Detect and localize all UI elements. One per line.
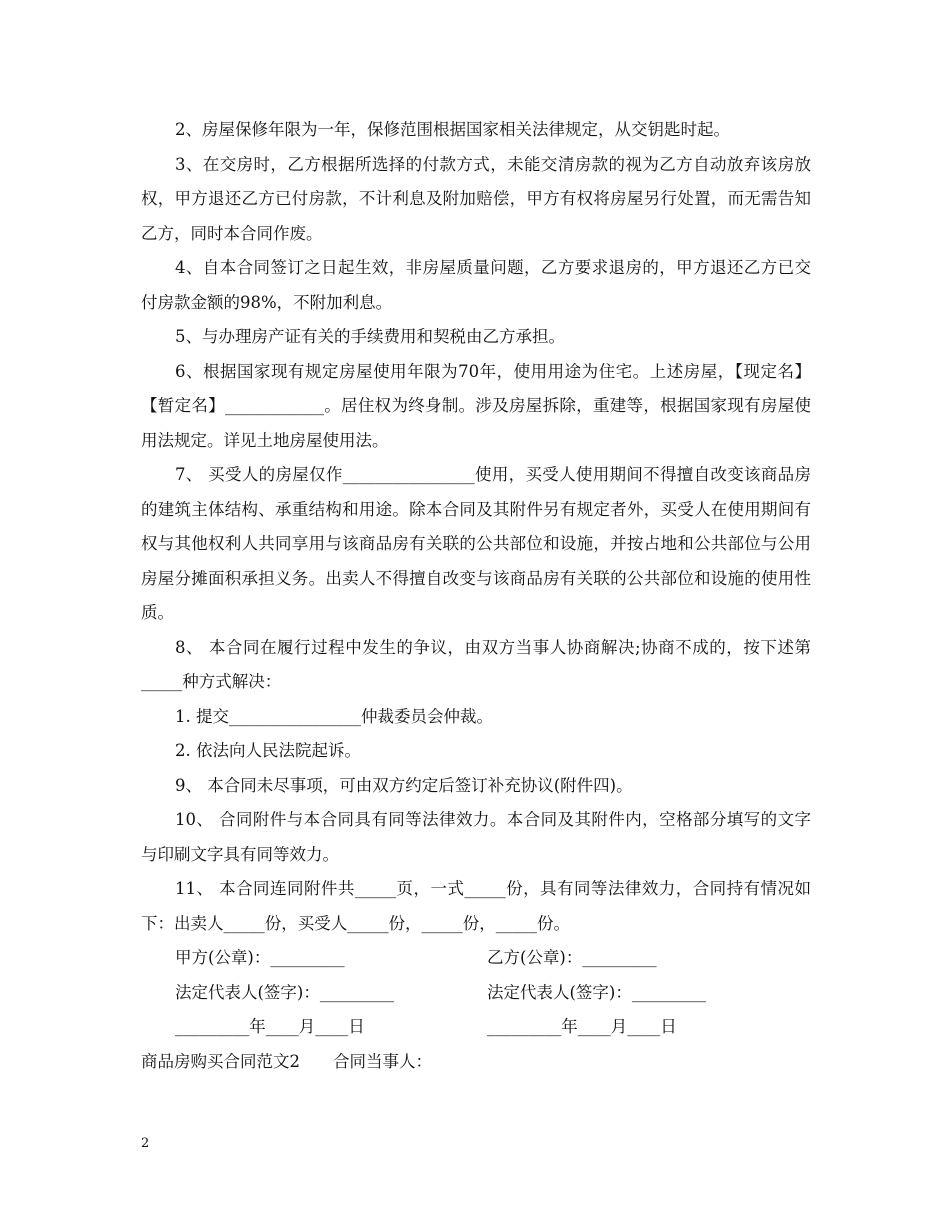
signature-rep-row [141, 976, 811, 1011]
clause-8-option-2: 2. 依法向人民法院起诉。 [175, 741, 361, 760]
signature-seal-row [141, 941, 811, 976]
clause-6: 6、根据国家现有规定房屋使用年限为70年，使用用途为住宅。上述房屋，【现定名】【暂定名】____________。居住权为终身制。涉及房屋拆除，重建等，根据国家现有房屋使用法规定。详见土地房屋使用法。 [141, 361, 811, 450]
clause-9: 9、 本合同未尽事项，可由双方约定后签订补充协议(附件四)。 [175, 775, 633, 795]
party-a-date: _________年____月____日 [175, 1017, 365, 1036]
clause-2: 2、房屋保修年限为一年，保修范围根据国家相关法律规定，从交钥匙时起。 [175, 120, 730, 139]
clause-8-option-1: 1. 提交________________仲裁委员会仲裁。 [175, 706, 493, 726]
contract-body [141, 113, 811, 1079]
party-b-representative: 法定代表人(签字)：_________ [487, 982, 707, 1002]
clause-10: 10、 合同附件与本合同具有同等法律效力。本合同及其附件内，空格部分填写的文字与印刷文字具有同等效力。 [141, 810, 811, 864]
clause-7: 7、 买受人的房屋仅作________________使用，买受人使用期间不得擅自改变该商品房的建筑主体结构、承重结构和用途。除本合同及其附件另有规定者外，买受人在使用期间有权与其他权利人共同享用与该商品房有关联的公共部位和设施，并按占地和公共部位与公用房屋分摊面积承担义务。出卖人不得擅自改变与该商品房有关联的公共部位和设施的使用性质。 [141, 465, 811, 622]
next-contract-heading: 商品房购买合同范文2 合同当事人： [141, 1051, 432, 1071]
party-a-representative: 法定代表人(签字)：_________ [175, 982, 395, 1002]
clause-11: 11、 本合同连同附件共_____页，一式_____份，具有同等法律效力，合同持有情况如下：出卖人_____份，买受人_____份，_____份，_____份。 [141, 879, 811, 933]
party-a-seal: 甲方(公章)：_________ [175, 948, 345, 967]
signature-date-row [141, 1010, 811, 1045]
clause-8: 8、 本合同在履行过程中发生的争议，由双方当事人协商解决;协商不成的，按下述第_____种方式解决： [141, 637, 811, 691]
clause-4: 4、自本合同签订之日起生效，非房屋质量问题，乙方要求退房的，甲方退还乙方已交付房款金额的98%，不附加利息。 [141, 258, 811, 312]
party-b-seal: 乙方(公章)：_________ [487, 948, 657, 967]
page-number: 2 [141, 1136, 150, 1151]
clause-3: 3、在交房时，乙方根据所选择的付款方式，未能交清房款的视为乙方自动放弃该房放权，甲方退还乙方已付房款，不计利息及附加赔偿，甲方有权将房屋另行处置，而无需告知乙方，同时本合同作废。 [141, 154, 811, 243]
clause-5: 5、与办理房产证有关的手续费用和契税由乙方承担。 [175, 327, 565, 346]
party-b-date: _________年____月____日 [487, 1017, 677, 1036]
